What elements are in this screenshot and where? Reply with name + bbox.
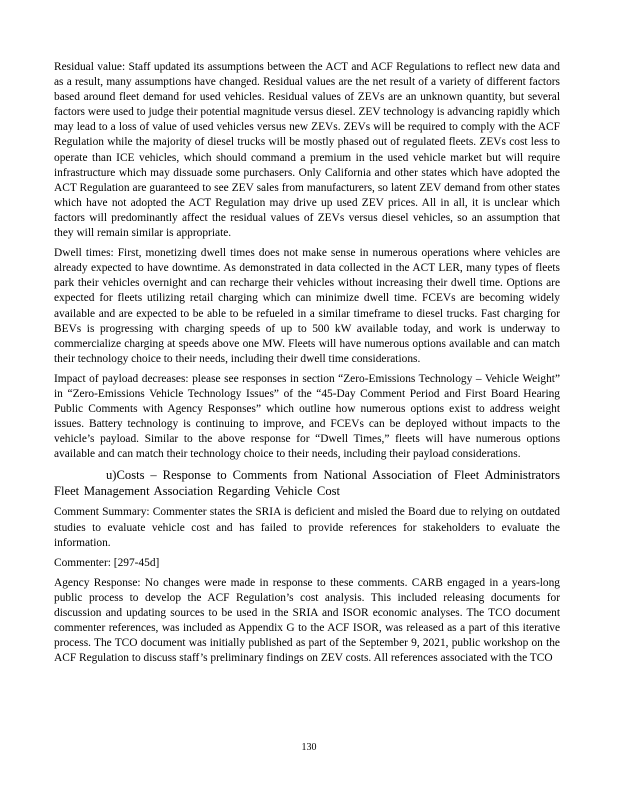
commenter-line: Commenter: [297-45d] — [54, 556, 160, 569]
page-body — [54, 60, 560, 671]
payload-decreases-paragraph: Impact of payload decreases: please see responses in section “Zero-Emissions Technology – Vehicle Weight” in “Zero-Emissions Vehicle Technology Issues” of the “45-Day Comment Period and First Board Hearing Public Comments with Agency Responses” which outline how numerous options exist to address weight issues. Battery technology is continuing to improve, and FCEVs can be deployed without impacts to the vehicle’s payload. Similar to the above response for “Dwell Times,” fleets will have numerous options available and can match their technology choice to their needs, including their payload considerations. — [54, 372, 560, 461]
comment-summary-paragraph: Comment Summary: Commenter states the SRIA is deficient and misled the Board due to relying on outdated studies to evaluate vehicle cost and has failed to provide references for stakeholders to evaluate the information. — [54, 506, 560, 549]
page-number: 130 — [301, 742, 317, 753]
dwell-times-paragraph: Dwell times: First, monetizing dwell times does not make sense in numerous operations where vehicles are already expected to have downtime. As demonstrated in data collected in the ACT LER, many types of fleets park their vehicles overnight and can recharge their vehicles without increasing their dwell time. Options are expected for fleets utilizing retail charging which can minimize dwell time. FCEVs are becoming widely available and are expected to be able to be refueled in a similar timeframe to diesel trucks. Fast charging for BEVs is progressing with charging speeds of up to 500 kW available today, and work is underway to commercialize charging at speeds above one MW. Fleets will have numerous options available and can match their technology choice to their needs, including their dwell time considerations. — [54, 247, 560, 365]
section-heading: u)Costs – Response to Comments from National Association of Fleet Administrators Fleet Management Association Regarding Vehicle Cost — [54, 468, 560, 499]
residual-value-paragraph: Residual value: Staff updated its assumptions between the ACT and ACF Regulations to reflect new data and as a result, many assumptions have changed. Residual values are the net result of a variety of different factors based around fleet demand for used vehicles. Residual values of ZEVs are an unknown quantity, but several factors were used to judge their potential magnitude versus diesel. ZEV technology is advancing rapidly which may lead to a loss of value of used vehicles versus new ZEVs. ZEVs will be required to comply with the ACF Regulation while the majority of diesel trucks will be mostly phased out of regulated fleets. ZEVs cost less to operate than ICE vehicles, which should command a premium in the used vehicle market but will require infrastructure which may dissuade some purchasers. Only California and other states which have adopted the ACT Regulation are guaranteed to see ZEV sales from manufacturers, so latent ZEV demand from other states which have not adopted the ACT Regulation may drive up used ZEV prices. All in all, it is unclear which factors will predominantly affect the residual values of ZEVs versus diesel vehicles, so an assumption that they will remain similar is appropriate. — [54, 61, 560, 240]
agency-response-paragraph: Agency Response: No changes were made in response to these comments. CARB engaged in a years-long public process to develop the ACF Regulation’s cost analysis. This included releasing documents for discussion and updating sources to be used in the SRIA and ISOR economic analyses. The TCO document commenter references, was included as Appendix G to the ACF ISOR, was released as a part of this iterative process. The TCO document was initially published as part of the September 9, 2021, public workshop on the ACF Regulation to discuss staff’s preliminary findings on ZEV costs. All references associated with the TCO — [54, 576, 560, 665]
